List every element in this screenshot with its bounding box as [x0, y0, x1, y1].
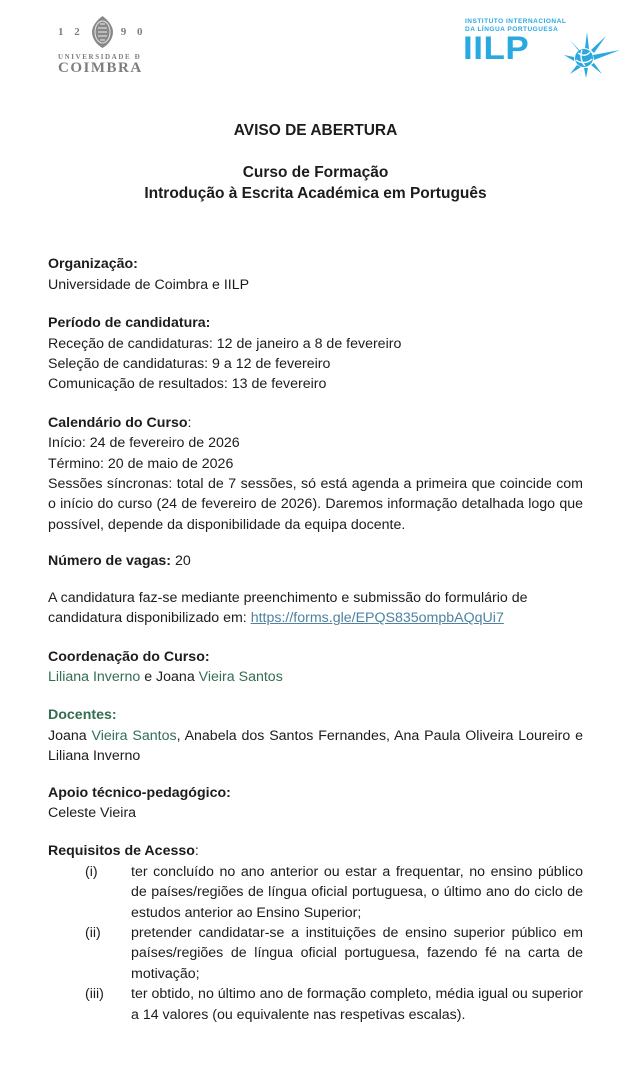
calendario-heading: Calendário do Curso — [48, 414, 188, 431]
requisito-text: ter obtido, no último ano de formação completo, média igual ou superior a 14 valores (ou equivalente nas respetivas escalas). — [131, 986, 583, 1023]
section-candidatura — [48, 588, 583, 629]
vagas-value: 20 — [171, 553, 191, 570]
coimbra-logo-line2: COIMBRA — [58, 60, 143, 76]
coimbra-founding-year — [58, 16, 147, 48]
coimbra-year-left: 1 2 — [58, 26, 84, 38]
coordinator-name: Vieira Santos — [198, 668, 283, 685]
candidatura-text: A candidatura faz-se mediante preenchimento e submissão do formulário de candidatura disponibilizado em: — [48, 589, 528, 627]
calendario-line: Início: 24 de fevereiro de 2026 — [48, 435, 240, 452]
section-requisitos — [48, 841, 583, 1025]
docentes-heading: Docentes: — [48, 707, 117, 724]
iilp-sun-globe-icon — [560, 28, 622, 82]
section-organizacao — [48, 254, 583, 295]
calendario-line: Término: 20 de maio de 2026 — [48, 455, 234, 472]
document-title: AVISO DE ABERTURA — [233, 122, 398, 139]
subtitle-line1: Curso de Formação — [242, 164, 389, 182]
section-periodo — [48, 313, 583, 395]
requisito-number: (i) — [85, 863, 98, 880]
section-vagas — [48, 551, 583, 571]
coordenacao-names — [48, 667, 583, 687]
coordenacao-heading: Coordenação do Curso: — [48, 648, 210, 665]
organizacao-body: Universidade de Coimbra e IILP — [48, 276, 250, 293]
requisito-text: pretender candidatar-se a instituições de ensino superior público em países/regiões de língua oficial portuguesa, fazendo fé na carta de motivação; — [131, 924, 583, 982]
requisito-number: (ii) — [85, 924, 101, 941]
coimbra-seal-icon — [91, 16, 114, 48]
document-body — [0, 121, 631, 1025]
requisitos-heading: Requisitos de Acesso — [48, 843, 195, 860]
vagas-heading: Número de vagas: — [48, 553, 171, 570]
course-subtitle — [48, 162, 583, 204]
periodo-line: Seleção de candidaturas: 9 a 12 de fevereiro — [48, 356, 331, 373]
docentes-part2: , Anabela dos Santos Fernandes, Ana Paula Oliveira Loureiro e Liliana Inverno — [48, 727, 584, 765]
iilp-logo-line2: DA LÍNGUA PORTUGUESA — [465, 26, 559, 33]
periodo-line: Receção de candidaturas: 12 de janeiro a 8 de fevereiro — [48, 335, 402, 352]
coimbra-logo-line1: UNIVERSIDADE Ð — [58, 53, 142, 61]
coimbra-logo — [58, 16, 147, 76]
apoio-body: Celeste Vieira — [48, 804, 137, 821]
calendario-paragraph: Sessões síncronas: total de 7 sessões, só está agenda a primeira que coincide com o início do curso (24 de fevereiro de 2026). Daremos informação detalhada logo que possível, depende da disponibilidade da equipa docente. — [48, 476, 583, 533]
coimbra-year-right: 9 0 — [120, 26, 147, 38]
periodo-heading: Período de candidatura: — [48, 315, 211, 332]
section-apoio — [48, 783, 583, 824]
section-docentes — [48, 705, 583, 766]
iilp-logo — [450, 18, 618, 74]
iilp-acronym: IILP — [463, 30, 530, 67]
iilp-logo-line1: INSTITUTO INTERNACIONAL — [465, 18, 567, 25]
calendario-heading-colon: : — [187, 414, 192, 431]
organizacao-heading: Organização: — [48, 256, 138, 273]
requisito-item — [48, 862, 583, 923]
section-calendario — [48, 413, 583, 535]
subtitle-line2: Introdução à Escrita Académica em Português — [144, 185, 487, 203]
docentes-names — [48, 726, 583, 767]
header — [0, 0, 631, 76]
requisito-number: (iii) — [85, 986, 104, 1003]
apoio-heading: Apoio técnico-pedagógico: — [48, 784, 231, 801]
requisito-item — [48, 984, 583, 1025]
requisito-text: ter concluído no ano anterior ou estar a frequentar, no ensino público de países/regiões de língua oficial portuguesa, o último ano do ciclo de estudos anterior ao Ensino Superior; — [131, 863, 583, 921]
section-coordenacao — [48, 647, 583, 688]
coordinator-name: Liliana Inverno — [48, 668, 141, 685]
requisitos-heading-colon: : — [194, 843, 199, 860]
requisito-item — [48, 923, 583, 984]
application-form-link[interactable]: https://forms.gle/EPQS835ompbAQqUi7 — [250, 610, 504, 627]
docentes-part1: Joana — [48, 727, 92, 744]
docente-name: Vieira Santos — [91, 727, 177, 744]
periodo-line: Comunicação de resultados: 13 de fevereiro — [48, 376, 327, 393]
coordenacao-middle: e Joana — [140, 668, 199, 685]
